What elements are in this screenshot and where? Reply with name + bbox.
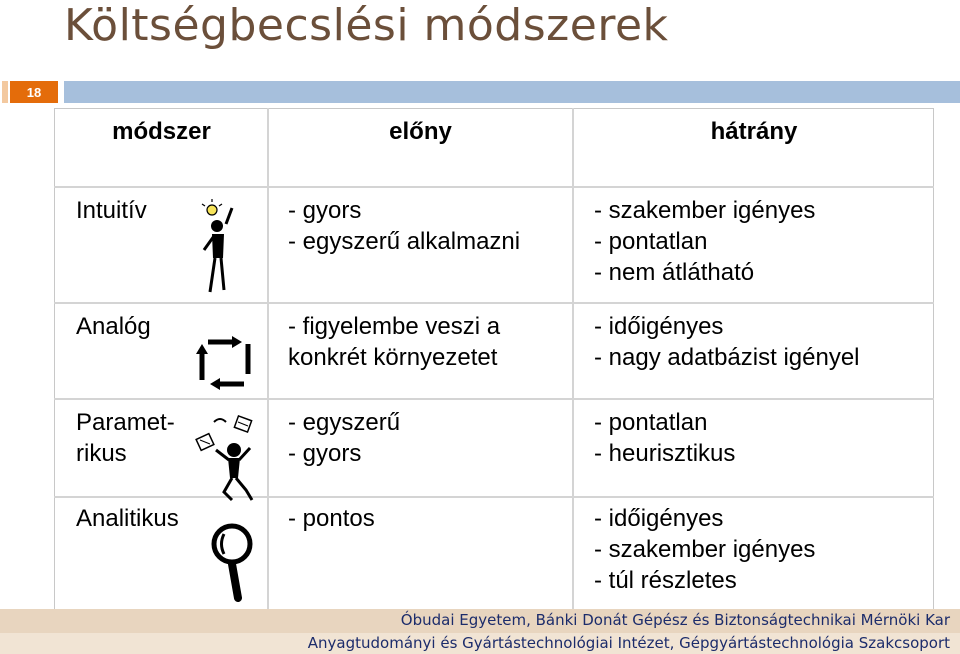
- table-divider: [54, 186, 934, 188]
- juggling-person-icon: [194, 412, 264, 504]
- method-name: Paramet- rikus: [76, 409, 175, 467]
- table-divider: [267, 108, 269, 612]
- header-band-accent: [2, 81, 8, 103]
- cycle-arrows-icon: [196, 336, 256, 390]
- advantage-cell: - figyelembe veszi a konkrét környezetet: [288, 313, 501, 371]
- method-name: Analóg: [76, 313, 151, 340]
- slide-number: 18: [10, 81, 58, 103]
- table-divider: [572, 108, 574, 612]
- footer-institution: Óbudai Egyetem, Bánki Donát Gépész és Biztonságtechnikai Mérnöki Kar: [400, 611, 950, 629]
- header-band: [64, 81, 960, 103]
- footer-department: Anyagtudományi és Gyártástechnológiai Intézet, Gépgyártástechnológia Szakcsoport: [307, 634, 950, 652]
- lightbulb-person-icon: [196, 196, 242, 296]
- disadvantage-cell: - időigényes - nagy adatbázist igényel: [594, 313, 860, 371]
- magnifier-icon: [208, 522, 256, 602]
- header-method: módszer: [112, 118, 211, 145]
- advantage-cell: - egyszerű - gyors: [288, 409, 401, 467]
- table-divider: [54, 302, 934, 304]
- header-disadvantage: hátrány: [710, 118, 798, 145]
- advantage-cell: - gyors - egyszerű alkalmazni: [288, 197, 521, 255]
- advantage-cell: - pontos: [288, 505, 375, 532]
- header-advantage: előny: [389, 118, 452, 145]
- disadvantage-cell: - pontatlan - heurisztikus: [594, 409, 736, 467]
- method-name: Analitikus: [76, 505, 179, 532]
- disadvantage-cell: - szakember igényes - pontatlan - nem átlátható: [594, 197, 816, 286]
- table-divider: [54, 496, 934, 498]
- slide-title: Költségbecslési módszerek: [64, 0, 669, 51]
- table-divider: [54, 398, 934, 400]
- disadvantage-cell: - időigényes - szakember igényes - túl részletes: [594, 505, 816, 594]
- method-name: Intuitív: [76, 197, 147, 224]
